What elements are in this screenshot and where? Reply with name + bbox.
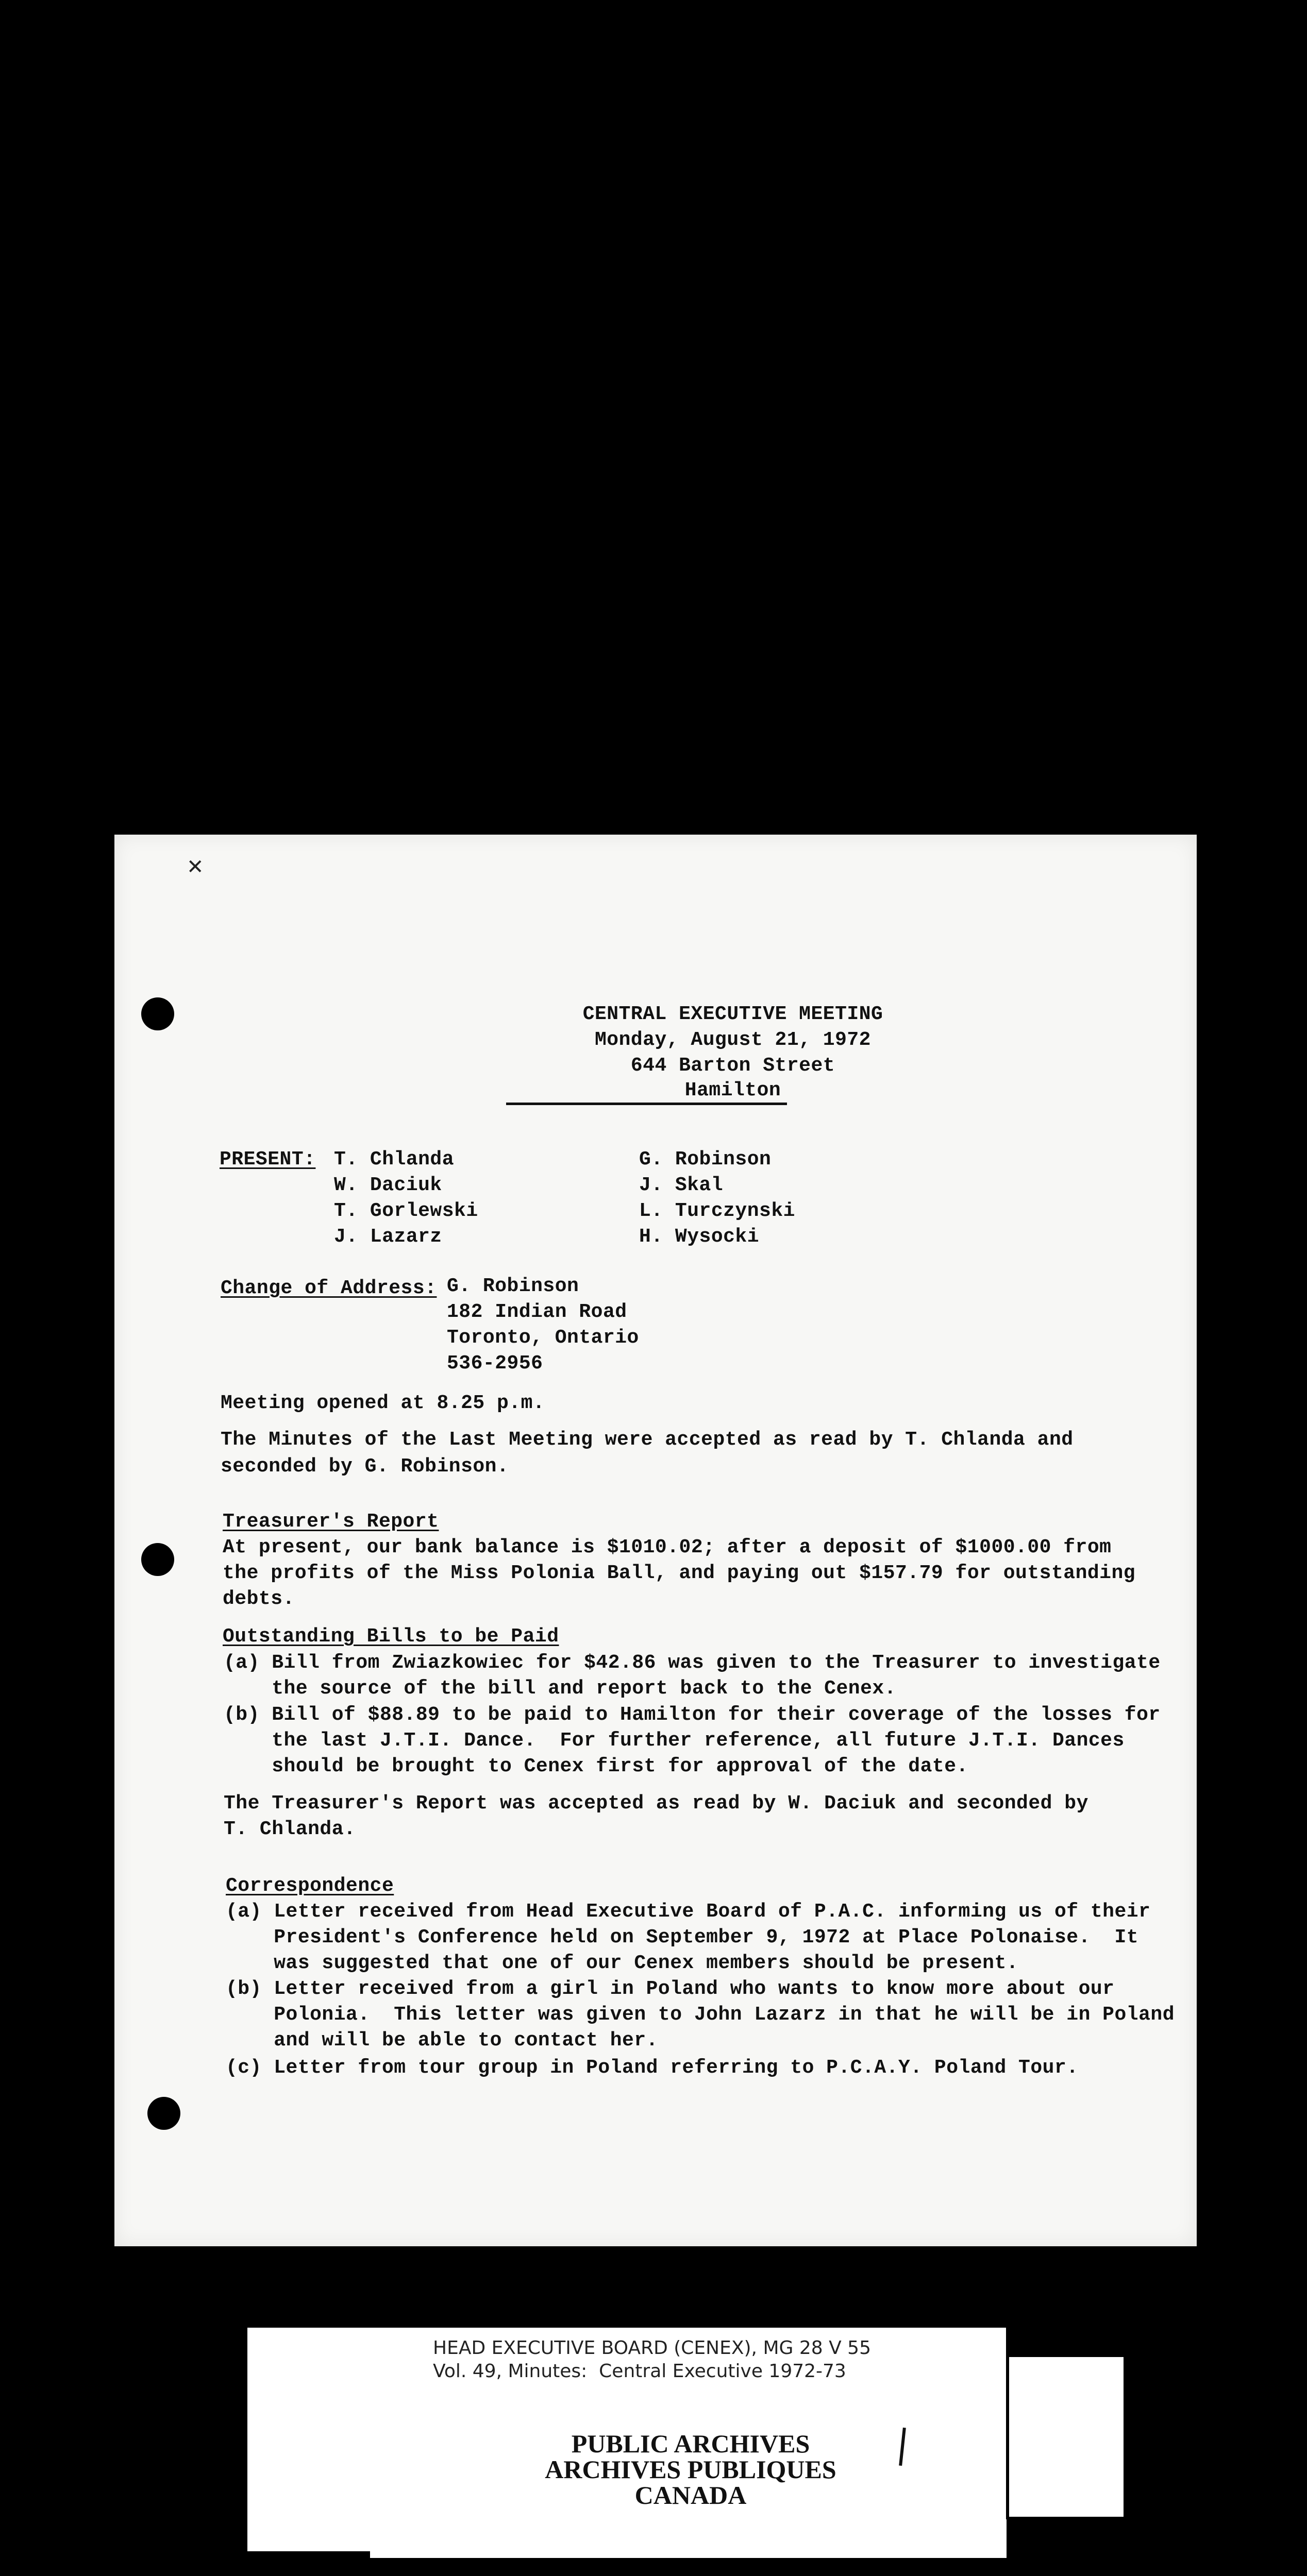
correspondence-text: President's Conference held on September 9, 1972 at Place Polonaise. It: [226, 1926, 1139, 1948]
address-line: 182 Indian Road: [447, 1301, 627, 1323]
correspondence-text: (c) Letter from tour group in Poland referring to P.C.A.Y. Poland Tour.: [226, 2057, 1079, 2079]
present-name: J. Skal: [639, 1174, 724, 1196]
treasurer-text: At present, our bank balance is $1010.02; after a deposit of $1000.00 from: [223, 1536, 1112, 1558]
present-name: T. Gorlewski: [334, 1200, 478, 1222]
punch-hole-middle: [141, 1543, 174, 1576]
present-name: J. Lazarz: [334, 1226, 442, 1248]
treasurer-heading: Treasurer's Report: [223, 1511, 439, 1533]
document-page: [114, 835, 1197, 2246]
meeting-city: Hamilton: [684, 1079, 781, 1101]
bill-text: should be brought to Cenex first for approval of the date.: [224, 1755, 968, 1777]
meeting-date: Monday, August 21, 1972: [595, 1029, 871, 1051]
present-name: W. Daciuk: [334, 1174, 442, 1196]
treasurer-text: debts.: [223, 1588, 295, 1610]
correspondence-text: (a) Letter received from Head Executive Board of P.A.C. informing us of their: [226, 1901, 1151, 1923]
address-line: 536-2956: [447, 1352, 543, 1375]
bill-text: the last J.T.I. Dance. For further reference, all future J.T.I. Dances: [224, 1730, 1125, 1752]
archive-stamp-line: ARCHIVES PUBLIQUES: [545, 2455, 836, 2484]
present-name: T. Chlanda: [334, 1148, 455, 1171]
present-name: G. Robinson: [639, 1148, 772, 1171]
archive-reference-line: HEAD EXECUTIVE BOARD (CENEX), MG 28 V 55: [433, 2337, 871, 2359]
archive-label-strip: [370, 2519, 1007, 2558]
correspondence-text: Polonia. This letter was given to John Lazarz in that he will be in Poland: [226, 2004, 1175, 2026]
bill-text: (a) Bill from Zwiazkowiec for $42.86 was given to the Treasurer to investigate: [224, 1652, 1161, 1674]
bill-text: (b) Bill of $88.89 to be paid to Hamilton for their coverage of the losses for: [224, 1704, 1161, 1726]
meeting-title: CENTRAL EXECUTIVE MEETING: [582, 1003, 883, 1025]
address-line: G. Robinson: [447, 1275, 579, 1297]
correspondence-heading: Correspondence: [226, 1875, 394, 1897]
present-name: H. Wysocki: [639, 1226, 760, 1248]
minutes-text: The Minutes of the Last Meeting were accepted as read by T. Chlanda and: [221, 1429, 1074, 1451]
archive-reference-line: Vol. 49, Minutes: Central Executive 1972-73: [433, 2361, 846, 2382]
correspondence-text: was suggested that one of our Cenex members should be present.: [226, 1952, 1019, 1974]
change-of-address-label: Change of Address:: [221, 1277, 437, 1299]
punch-hole-bottom: [147, 2097, 180, 2130]
present-label: PRESENT:: [220, 1148, 316, 1171]
bill-text: the source of the bill and report back to the Cenex.: [224, 1677, 897, 1700]
staple-mark-icon: ✕: [187, 855, 204, 879]
address-line: Toronto, Ontario: [447, 1327, 639, 1349]
archive-stamp-line: PUBLIC ARCHIVES: [571, 2429, 810, 2458]
correspondence-text: (b) Letter received from a girl in Poland who wants to know more about our: [226, 1978, 1115, 2000]
meeting-address: 644 Barton Street: [630, 1055, 835, 1077]
archive-stamp-line: CANADA: [634, 2481, 747, 2510]
present-name: L. Turczynski: [639, 1200, 795, 1222]
header-rule: [506, 1103, 787, 1105]
correspondence-text: and will be able to contact her.: [226, 2029, 658, 2052]
treasurer-accepted-text: The Treasurer's Report was accepted as read by W. Daciuk and seconded by: [224, 1792, 1088, 1815]
label-tab-right: [1009, 2357, 1124, 2517]
outstanding-bills-heading: Outstanding Bills to be Paid: [223, 1625, 559, 1648]
minutes-text: seconded by G. Robinson.: [221, 1455, 509, 1478]
meeting-opened-text: Meeting opened at 8.25 p.m.: [221, 1392, 545, 1414]
treasurer-accepted-text: T. Chlanda.: [224, 1818, 356, 1840]
treasurer-text: the profits of the Miss Polonia Ball, and paying out $157.79 for outstanding: [223, 1562, 1136, 1584]
